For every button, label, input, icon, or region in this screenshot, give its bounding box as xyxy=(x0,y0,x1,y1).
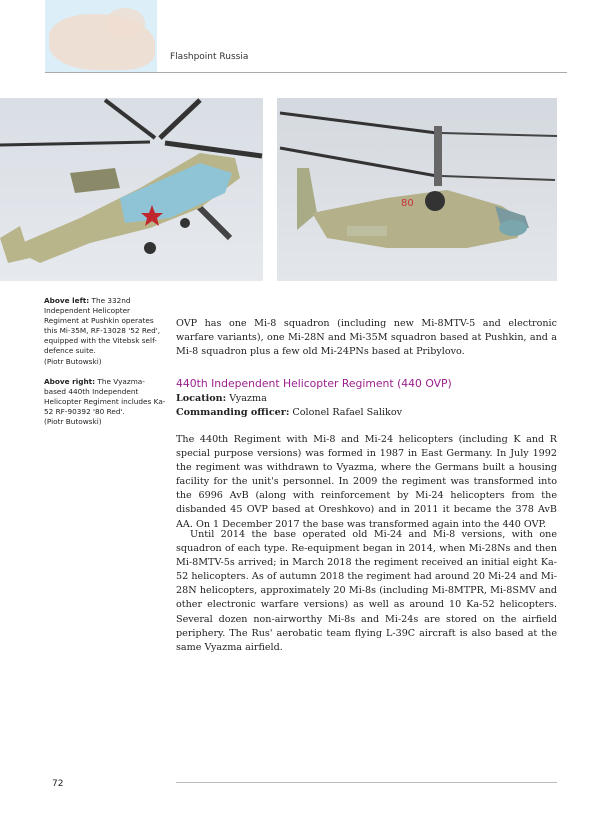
location-line xyxy=(176,393,267,404)
photo-ka-52 xyxy=(277,98,557,281)
photo-captions xyxy=(44,296,166,437)
helicopter-illustration-right xyxy=(277,98,557,281)
map-landmass-east xyxy=(105,8,145,38)
commanding-officer-value: Colonel Rafael Salikov xyxy=(289,407,403,418)
photo-mi-35m xyxy=(0,98,263,281)
caption-right-text: The Vyazma-based 440th Independent Helicopter Regiment includes Ka-52 RF-90392 '80 Red'. xyxy=(44,376,166,416)
running-head: Flashpoint Russia xyxy=(170,52,249,62)
caption-left-lead: Above left: xyxy=(44,296,90,305)
location-label: Location: xyxy=(176,393,227,404)
footer-rule xyxy=(176,782,557,783)
caption-left-credit: (Piotr Butowski) xyxy=(44,356,102,366)
location-value: Vyazma xyxy=(226,393,267,404)
caption-right xyxy=(44,377,166,427)
commanding-officer-line xyxy=(176,407,402,418)
caption-right-lead: Above right: xyxy=(44,376,96,386)
section-title: 440th Independent Helicopter Regiment (440 OVP) xyxy=(176,377,452,390)
header-rule xyxy=(45,72,567,73)
caption-left xyxy=(44,296,166,367)
paragraph-continued: OVP has one Mi-8 squadron (including new Mi-8MTV-5 and electronic warfare variants), one Mi-28N and Mi-35M squadron based at Pushkin, and a Mi-8 squadron plus a few old Mi-24PNs based at Pribylovo. xyxy=(176,318,557,358)
caption-right-credit: (Piotr Butowski) xyxy=(44,417,102,427)
russia-map-thumbnail xyxy=(45,0,157,73)
paragraph-history: The 440th Regiment with Mi-8 and Mi-24 helicopters (including K and R special purpose versions) was formed in 1987 in East Germany. In July 1992 the regiment was withdrawn to Vyazma, where the Germans built a housing facility for the unit's personnel. In 2009 the regiment was transformed into the 6996 AvB (along with reinforcement by Mi-24 helicopters from the disbanded 45 OVP based at Oreshkovo) and in 2011 it became the 378 AvB AA. On 1 December 2017 the base was transformed again into the 440 OVP. xyxy=(176,434,557,530)
commanding-officer-label: Commanding officer: xyxy=(176,407,290,418)
svg-text:80: 80 xyxy=(401,198,414,209)
helicopter-illustration-left xyxy=(0,98,263,281)
paragraph-equipment: Until 2014 the base operated old Mi-24 and Mi-8 versions, with one squadron of each type. Re-equipment began in 2014, when Mi-28Ns and then Mi-8MTV-5s arrived; in March 2018 the regiment received an initial eight Ka-52 helicopters. As of autumn 2018 the regiment had around 20 Mi-24 and Mi-28N helicopters, approximately 20 Mi-8s (including Mi-8MTPR, Mi-8SMV and other electronic warfare versions) as well as around 10 Ka-52 helicopters. Several dozen non-airworthy Mi-8s and Mi-24s are stored on the airfield periphery. The Rus' aerobatic team flying L-39C aircraft is also based at the same Vyazma airfield. xyxy=(176,529,557,653)
caption-left-text: The 332nd Independent Helicopter Regiment at Pushkin operates this Mi-35M, RF-13028 '52 Red', equipped with the Vitebsk self-defence suite. xyxy=(44,296,161,356)
page-number: 72 xyxy=(52,779,64,789)
